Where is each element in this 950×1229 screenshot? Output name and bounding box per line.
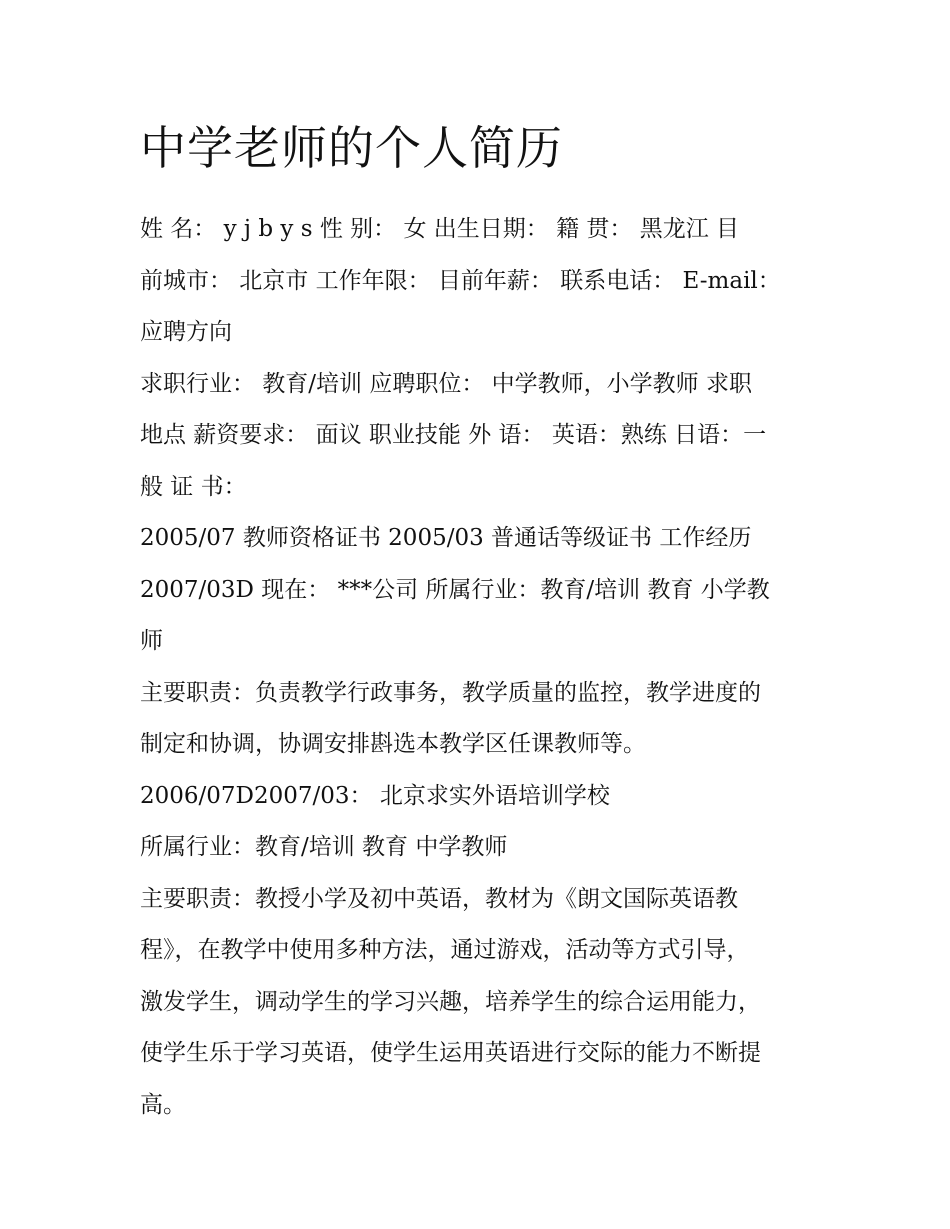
- text-line-job-1: 2007/03D 现在： ***公司 所属行业：教育/培训 教育 小学教: [140, 576, 770, 603]
- text-line-industry-position: 求职行业： 教育/培训 应聘职位： 中学教师，小学教师 求职: [140, 370, 752, 397]
- text-line-section-direction: 应聘方向: [140, 319, 232, 345]
- text-line-duty-2: 主要职责：教授小学及初中英语，教材为《朗文国际英语教: [140, 885, 738, 912]
- text-line-certificates: 般 证 书：: [140, 473, 247, 500]
- text-line-city-contact: 前城市： 北京市 工作年限： 目前年薪： 联系电话： E-mail：: [140, 267, 781, 294]
- text-line-duty-2-cont-2: 激发学生，调动学生的学习兴趣，培养学生的综合运用能力，: [140, 988, 761, 1015]
- text-line-duty-1: 主要职责：负责教学行政事务，教学质量的监控，教学进度的: [140, 679, 761, 706]
- text-line-duty-2-end: 高。: [140, 1091, 186, 1118]
- text-line-duty-2-cont-1: 程》，在教学中使用多种方法，通过游戏，活动等方式引导，: [140, 937, 750, 963]
- page-title: 中学老师的个人简历: [140, 121, 563, 175]
- text-line-job-2: 2006/07D2007/03： 北京求实外语培训学校: [140, 782, 610, 809]
- text-line-name-gender: 姓 名： y j b y s 性 别： 女 出生日期： 籍 贯： 黑龙江 目: [140, 216, 739, 242]
- text-line-certificate-list: 2005/07 教师资格证书 2005/03 普通话等级证书 工作经历: [140, 525, 752, 551]
- text-line-job-1-cont: 师: [140, 628, 163, 654]
- text-line-duty-1-cont: 制定和协调，协调安排斟选本教学区任课教师等。: [140, 731, 646, 757]
- resume-content: [140, 112, 820, 1131]
- text-line-salary-skills: 地点 薪资要求： 面议 职业技能 外 语： 英语：熟练 日语：一: [140, 422, 767, 448]
- text-line-duty-2-cont-3: 使学生乐于学习英语，使学生运用英语进行交际的能力不断提: [140, 1040, 761, 1066]
- text-line-job-2-industry: 所属行业：教育/培训 教育 中学教师: [140, 834, 508, 860]
